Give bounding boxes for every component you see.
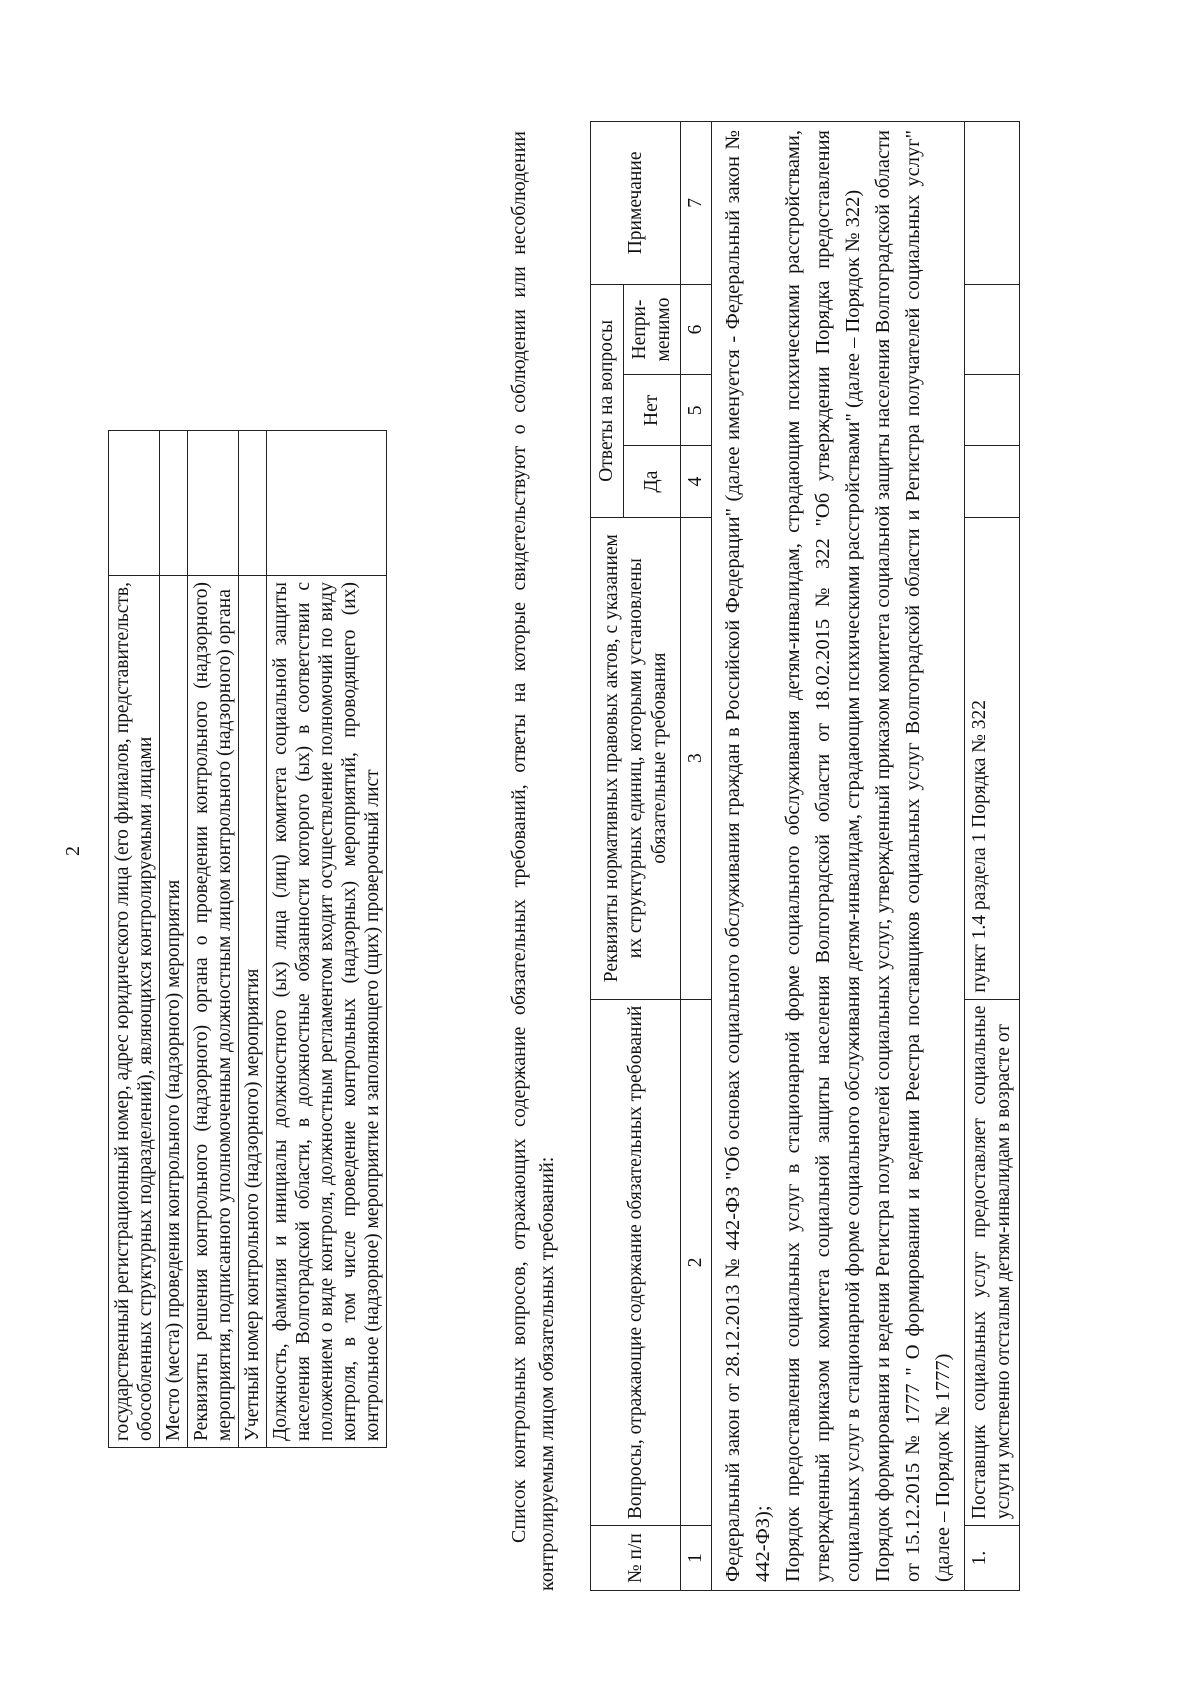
header-no: Нет (624, 375, 681, 446)
header-note: Примечание (591, 122, 681, 285)
info-label: государственный регистрационный номер, адрес юридического лица (его филиалов, представительств, обособленных структурных подразделений), являющихся контролируемыми лицами (109, 576, 160, 1448)
col-number: 7 (681, 122, 712, 285)
info-row (160, 431, 188, 1448)
row-requisite: пункт 1.4 раздела 1 Порядка № 322 (965, 517, 1020, 999)
legal-basis-item: Федеральный закон от 28.12.2013 № 442-ФЗ "Об основах социального обслуживания граждан в Российской Федерации" (далее именуется - Федеральный закон № 442-ФЗ); (722, 130, 774, 1582)
col-number: 6 (681, 284, 712, 374)
note-cell[interactable] (965, 122, 1020, 285)
col-number: 3 (681, 517, 712, 999)
answer-yes-cell[interactable] (965, 446, 1020, 517)
row-question: Поставщик социальных услуг предоставляет социальные услуги умственно отсталым детям-инвалидам в возрасте от (965, 999, 1020, 1526)
checklist-intro: Список контрольных вопросов, отражающих содержание обязательных требований, ответы на которые свидетельствуют о соблюдении или несоблюдении контролируемым лицом обязательных требований: (508, 131, 558, 1591)
info-label: Место (места) проведения контрольного (надзорного) мероприятия (160, 576, 188, 1448)
info-value[interactable] (160, 431, 188, 576)
col-number: 4 (681, 446, 712, 517)
header-yes: Да (624, 446, 681, 517)
info-row (188, 431, 239, 1448)
header-row (591, 122, 624, 1591)
table-row (965, 122, 1020, 1591)
answer-not-applicable-cell[interactable] (965, 284, 1020, 374)
col-number: 2 (681, 999, 712, 1526)
info-label: Учетный номер контрольного (надзорного) мероприятия (239, 576, 267, 1448)
header-num: № п/п (591, 1526, 681, 1591)
info-value[interactable] (239, 431, 267, 576)
legal-basis-row (712, 122, 965, 1591)
page-number: 2 (62, 846, 84, 856)
info-row (267, 431, 387, 1448)
checklist-table (590, 121, 1020, 1591)
inspection-info-table (108, 430, 387, 1448)
legal-basis-cell (712, 122, 965, 1591)
legal-basis-item: Порядок предоставления социальных услуг в стационарной форме социального обслуживания детям-инвалидам, страдающим психическими расстройствами, утвержденный приказом комитета социальной защиты населения Волгоградской области от 18.02.2015 № 322 "Об утверждении Порядка предоставления социальных услуг в стационарной форме социального обслуживания детям-инвалидам, страдающим психическими расстройствами" (далее – Порядок № 322) (782, 130, 864, 1582)
header-not-applicable: Непри-менимо (624, 284, 681, 374)
info-label: Реквизиты решения контрольного (надзорного) органа о проведении контрольного (надзорного) мероприятия, подписанного уполномоченным должностным лицом контрольного (надзорного) органа (188, 576, 239, 1448)
col-number: 5 (681, 375, 712, 446)
header-answers: Ответы на вопросы (591, 284, 624, 517)
answer-no-cell[interactable] (965, 375, 1020, 446)
info-label: Должность, фамилия и инициалы должностного (ых) лица (лиц) комитета социальной защиты населения Волгоградской области, в должностные обязанности которого (ых) в соответствии с положением о виде контроля, должностным регламентом входит осуществление полномочий по виду контроля, в том числе проведение контрольных (надзорных) мероприятий, проводящего (их) контрольное (надзорное) мероприятие и заполняющего (щих) проверочный лист (267, 576, 387, 1448)
header-questions: Вопросы, отражающие содержание обязательных требований (591, 999, 681, 1526)
row-number: 1. (965, 1526, 1020, 1591)
legal-basis-item: Порядок формирования и ведения Регистра получателей социальных услуг, утвержденный приказом комитета социальной защиты населения Волгоградской области от 15.12.2015 № 1777 " О формировании и ведении Реестра поставщиков социальных услуг Волгоградской области и Регистра получателей социальных услуг" (далее – Порядок № 1777) (872, 130, 954, 1582)
info-value[interactable] (188, 431, 239, 576)
header-requisites: Реквизиты нормативных правовых актов, с указанием их структурных единиц, которыми установлены обязательные требования (591, 517, 681, 999)
info-value[interactable] (109, 431, 160, 576)
info-value[interactable] (267, 431, 387, 576)
info-row (239, 431, 267, 1448)
info-row (109, 431, 160, 1448)
column-number-row (681, 122, 712, 1591)
col-number: 1 (681, 1526, 712, 1591)
